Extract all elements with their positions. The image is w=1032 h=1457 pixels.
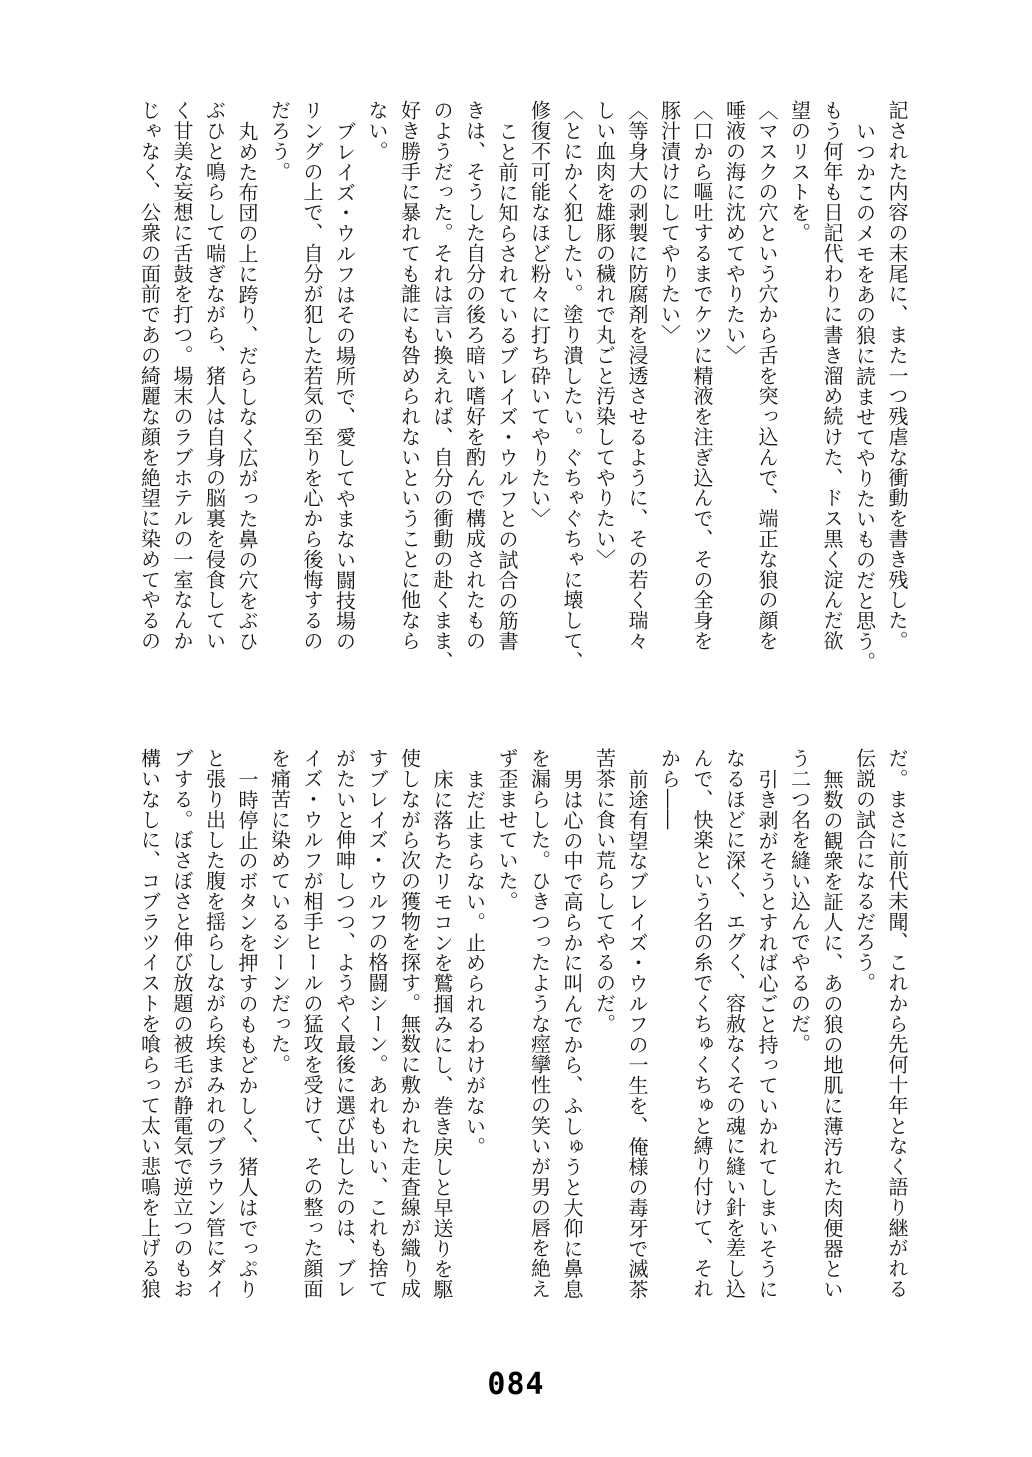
text-column: 苦茶に食い荒らしてやるのだ。 [592, 748, 617, 1034]
text-column: 伝説の試合になるだろう。 [852, 748, 877, 993]
text-column: 好き勝手に暴れても誰にも咎められないということに他なら [397, 100, 422, 651]
text-column: 記された内容の末尾に、また一つ残虐な衝動を書き残した。 [885, 100, 909, 651]
text-column: 望のリストを。 [787, 100, 812, 243]
text-column: 〈口から嘔吐するまでケツに精液を注ぎ込んで、その全身を [690, 100, 714, 651]
text-column: イズ・ウルフが相手ヒールの猛攻を受けて、その整った顔面 [300, 748, 324, 1299]
text-column: から―― [657, 748, 682, 830]
top-text-block [133, 100, 913, 678]
text-column: なるほどに深く、エグく、容赦なくその魂に縫い針を差し込 [722, 748, 747, 1299]
text-column: んで、快楽という名の糸でくちゅくちゅと縛り付けて、それ [690, 748, 714, 1299]
text-column: 床に落ちたリモコンを鷲掴みにし、巻き戻しと早送りを駆 [430, 768, 454, 1299]
text-column: すブレイズ・ウルフの格闘シーン。あれもいい、これも捨て [365, 748, 389, 1299]
text-column: まだ止まらない。止められるわけがない。 [462, 768, 487, 1157]
text-column: 〈とにかく犯したい。塗り潰したい。ぐちゃぐちゃに壊して、 [560, 100, 584, 672]
text-column: 男は心の中で高らかに叫んでから、ふしゅうと大仰に鼻息 [560, 768, 584, 1299]
text-column: 一時停止のボタンを押すのももどかしく、猪人はでっぷり [235, 768, 259, 1299]
text-column: 丸めた布団の上に跨り、だらしなく広がった鼻の穴をぶひ [235, 120, 259, 651]
text-column: のようだった。それは言い換えれば、自分の衝動の赴くまま、 [430, 100, 454, 672]
text-column: 前途有望なブレイズ・ウルフの一生を、俺様の毒牙で滅茶 [625, 768, 649, 1299]
text-column: だろう。 [267, 100, 292, 182]
text-column: だ。まさに前代未聞、これから先何十年となく語り継がれる [885, 748, 909, 1299]
text-column: ない。 [365, 100, 389, 162]
text-column: ず歪ませていた。 [495, 748, 519, 912]
text-column: いつかこのメモをあの狼に読ませてやりたいものだと思う。 [852, 120, 877, 672]
text-column: を痛苦に染めているシーンだった。 [267, 748, 292, 1075]
text-column: 使しながら次の獲物を探す。無数に敷かれた走査線が織り成 [397, 748, 422, 1299]
text-column: しい血肉を雄豚の穢れで丸ごと汚染してやりたい〉 [592, 100, 617, 570]
text-column: きは、そうした自分の後ろ暗い嗜好を酌んで構成されたもの [462, 100, 487, 651]
text-column: 〈等身大の剥製に防腐剤を浸透させるように、その若く瑞々 [625, 100, 649, 651]
text-column: こと前に知らされているブレイズ・ウルフとの試合の筋書 [495, 120, 519, 651]
text-column: もう何年も日記代わりに書き溜め続けた、ドス黒く淀んだ欲 [820, 100, 844, 651]
text-column: ぶひと鳴らして喘ぎながら、猪人は自身の脳裏を侵食してい [202, 100, 227, 651]
bottom-text-block [133, 748, 913, 1326]
text-column: ブする。ぼさぼさと伸び放題の被毛が静電気で逆立つのもお [170, 748, 194, 1299]
text-column: 唾液の海に沈めてやりたい〉 [722, 100, 747, 366]
text-column: 修復不可能なほど粉々に打ち砕いてやりたい〉 [527, 100, 552, 529]
text-column: 構いなしに、コブラツイストを喰らって太い悲鳴を上げる狼 [137, 748, 162, 1299]
text-column: く甘美な妄想に舌鼓を打つ。場末のラブホテルの一室なんか [170, 100, 194, 651]
text-column: を漏らした。ひきつったような痙攣性の笑いが男の唇を絶え [527, 748, 552, 1299]
text-column: 〈マスクの穴という穴から舌を突っ込んで、端正な狼の顔を [755, 100, 779, 651]
text-column: がたいと伸呻しつつ、ようやく最後に選び出したのは、ブレ [332, 748, 357, 1299]
page-number: 084 [487, 1367, 545, 1402]
text-column: 無数の観衆を証人に、あの狼の地肌に薄汚れた肉便器とい [820, 768, 844, 1299]
text-column: じゃなく、公衆の面前であの綺麗な顔を絶望に染めてやるの [137, 100, 162, 651]
text-column: 引き剥がそうとすれば心ごと持っていかれてしまいそうに [755, 768, 779, 1299]
text-column: 豚汁漬けにしてやりたい〉 [657, 100, 682, 345]
text-column: う二つ名を縫い込んでやるのだ。 [787, 748, 812, 1054]
text-column: ブレイズ・ウルフはその場所で、愛してやまない闘技場の [332, 120, 357, 651]
text-column: と張り出した腹を揺らしながら埃まみれのブラウン管にダイ [202, 748, 227, 1299]
text-column: リングの上で、自分が犯した若気の至りを心から後悔するの [300, 100, 324, 651]
